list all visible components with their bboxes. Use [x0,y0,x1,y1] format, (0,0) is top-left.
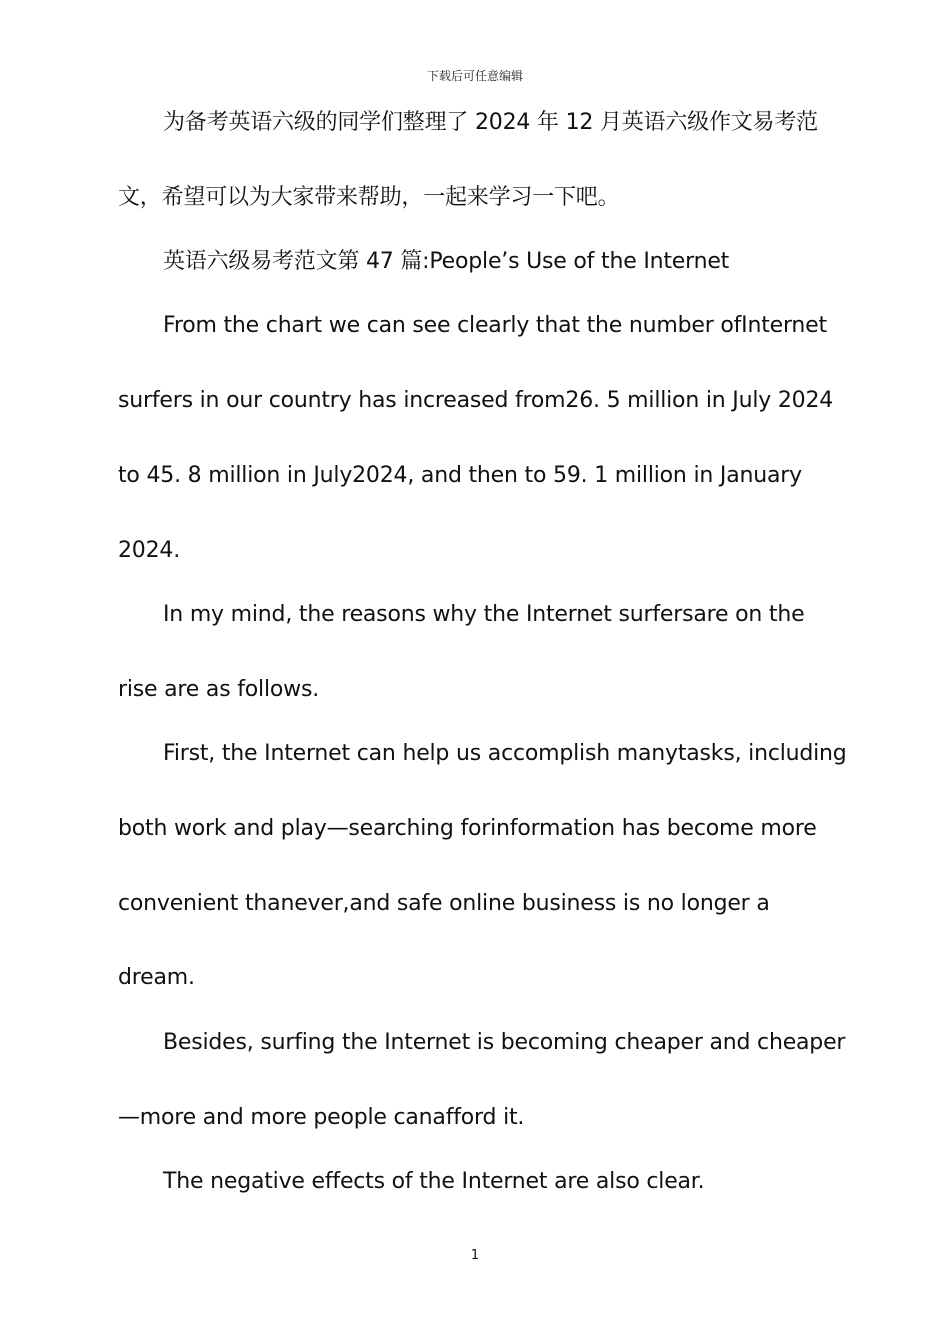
page-header: 下载后可任意编辑 [426,69,523,83]
paragraph-4-line-1: Besides, surfing the Internet is becoming cheaper and cheaper [163,1030,846,1055]
paragraph-3-line-3: convenient thanever,and safe online business is no longer a [118,891,770,916]
paragraph-5-line-1: The negative effects of the Internet are also clear. [163,1169,705,1194]
paragraph-3-line-1: First, the Internet can help us accomplish manytasks, including [163,741,847,766]
paragraph-1-line-1: From the chart we can see clearly that the number ofInternet [163,313,827,338]
paragraph-1-line-2: surfers in our country has increased from26. 5 million in July 2024 [118,388,834,413]
paragraph-2-line-1: In my mind, the reasons why the Internet surfersare on the [163,602,805,627]
paragraph-intro-line-2: 文，希望可以为大家带来帮助，一起来学习一下吧。 [118,185,620,210]
essay-title: 英语六级易考范文第 47 篇:People’s Use of the Internet [163,249,730,274]
paragraph-2-line-2: rise are as follows. [118,677,319,702]
paragraph-1-line-4: 2024. [118,538,180,563]
paragraph-1-line-3: to 45. 8 million in July2024, and then to 59. 1 million in January [118,463,802,488]
paragraph-intro-line-1: 为备考英语六级的同学们整理了 2024 年 12 月英语六级作文易考范 [163,110,818,135]
paragraph-4-line-2: —more and more people canafford it. [118,1105,525,1130]
page-number: 1 [470,1248,480,1263]
paragraph-3-line-4: dream. [118,965,195,990]
paragraph-3-line-2: both work and play—searching forinformation has become more [118,816,817,841]
